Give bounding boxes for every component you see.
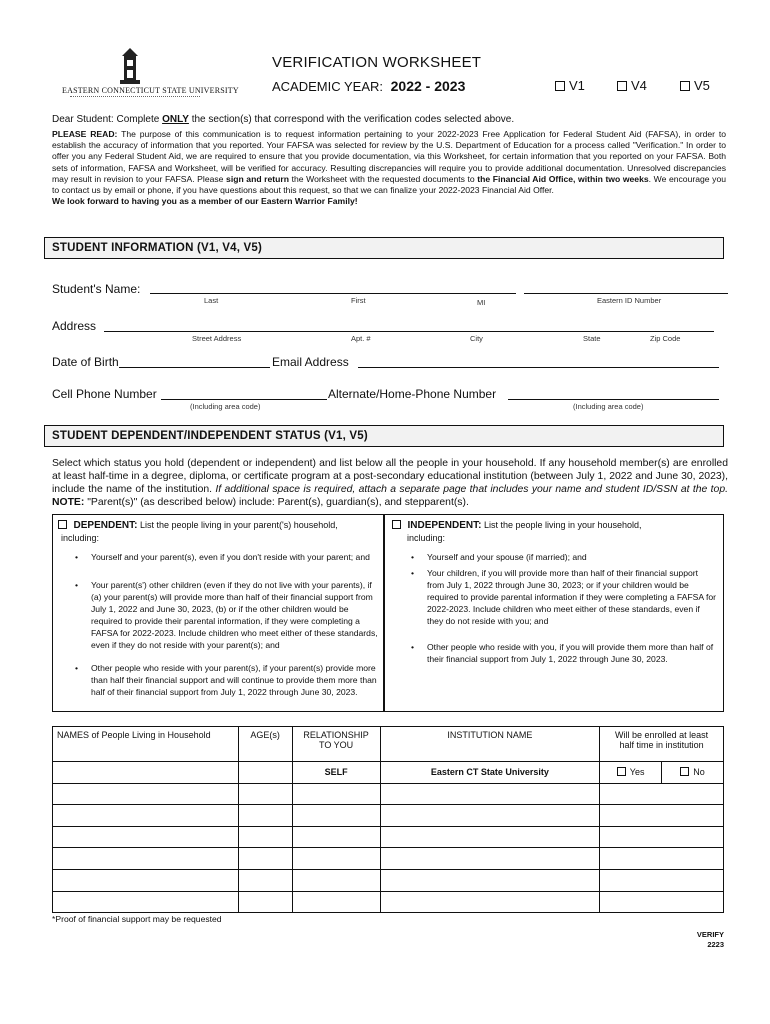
enrolled-cell[interactable] (600, 783, 724, 805)
academic-year-value: 2022 - 2023 (390, 78, 466, 94)
independent-item-text: Yourself and your spouse (if married); and (427, 552, 587, 562)
school-name: EASTERN CONNECTICUT STATE UNIVERSITY (62, 86, 239, 95)
independent-desc: List the people living in your household, (483, 520, 642, 530)
enrolled-cell[interactable] (600, 848, 724, 870)
col-age-header: AGE(s) (238, 727, 292, 762)
please-read-label: PLEASE READ: (52, 129, 118, 139)
age-cell[interactable] (238, 783, 292, 805)
mi-caption: MI (477, 298, 486, 307)
col-relationship-header: RELATIONSHIP TO YOU (292, 727, 380, 762)
alt-phone-label: Alternate/Home-Phone Number (328, 387, 497, 401)
academic-year (272, 78, 465, 94)
dear-text-end: the section(s) that correspond with the verification codes selected above. (188, 114, 515, 125)
name-cell[interactable] (53, 826, 239, 848)
col-enrolled-header: Will be enrolled at least half time in institution (600, 727, 724, 762)
checkbox-icon (680, 81, 690, 91)
university-logo (60, 48, 200, 88)
table-row (53, 891, 724, 913)
dependent-item-text: Yourself and your parent(s), even if you don't reside with your parent; and (91, 552, 370, 562)
dependent-label: DEPENDENT: (73, 520, 138, 531)
proof-note: *Proof of financial support may be requested (52, 914, 222, 924)
name-cell[interactable] (53, 783, 239, 805)
age-cell[interactable] (238, 762, 292, 784)
zip-caption: Zip Code (650, 334, 681, 343)
name-cell[interactable] (53, 848, 239, 870)
form-code (697, 930, 724, 950)
table-row (53, 826, 724, 848)
city-caption: City (470, 334, 483, 343)
bullet-icon: • (411, 568, 415, 578)
status-text-d: "Parent(s)" (as described below) include: Parent(s), guardian(s), and stepparent(s). (87, 497, 469, 508)
enrolled-cell[interactable] (600, 805, 724, 827)
relationship-cell[interactable] (292, 805, 380, 827)
checkbox-icon (617, 767, 626, 776)
checkbox-icon (555, 81, 565, 91)
form-code-line-1: VERIFY (696, 930, 724, 939)
independent-item-text: Your children, if you will provide more than half of their financial support from July 1, 2022 through June 30, 2023; or if your children would be required to provide parental information if they were completing a FAFSA for 2022-2023. Include children who meet either of these standards, even if they do not reside with you; and (427, 568, 716, 626)
cell-phone-label: Cell Phone Number (52, 387, 157, 401)
dependent-including: including: (61, 533, 100, 543)
closing-line: We look forward to having you as a member of our Eastern Warrior Family! (52, 196, 358, 207)
status-instructions (52, 457, 728, 509)
bullet-icon: • (411, 552, 415, 562)
email-field[interactable] (358, 367, 719, 368)
age-cell[interactable] (238, 848, 292, 870)
dependent-desc: List the people living in your parent('s) household, (139, 520, 338, 530)
independent-heading[interactable] (392, 520, 642, 531)
table-row (53, 848, 724, 870)
office-emphasis: the Financial Aid Office, within two weeks (477, 173, 649, 184)
no-label: No (693, 767, 705, 778)
intro-text-2: the Worksheet with the requested documents to (289, 173, 478, 184)
dependent-heading[interactable] (58, 520, 338, 531)
independent-item-text: Other people who reside with you, if you will provide them more than half of their financial support from July 1, 2022 through June 30, 2023. (427, 642, 714, 664)
name-cell[interactable] (53, 805, 239, 827)
student-name-label: Student's Name: (52, 282, 141, 296)
v5-label: V5 (694, 78, 710, 93)
academic-year-label: ACADEMIC YEAR: (272, 79, 384, 94)
status-text-a: Select which status you hold (dependent or independent) and list below all the people in your household. If any household member(s) are enrolled at least half-time in a degree, diploma, or certificate program at a post-secondary educational institution (between July 1, 2022 and June 30, 2023), include the name of the institution. (52, 458, 728, 495)
v4-checkbox[interactable] (617, 78, 647, 93)
name-cell[interactable] (53, 762, 239, 784)
independent-including: including: (407, 533, 446, 543)
dependent-item-1 (75, 551, 381, 563)
household-table (52, 726, 724, 913)
relationship-cell[interactable] (292, 848, 380, 870)
col-institution-header: INSTITUTION NAME (380, 727, 600, 762)
institution-cell[interactable] (380, 869, 600, 891)
relationship-cell[interactable] (292, 891, 380, 913)
checkbox-icon (617, 81, 627, 91)
institution-cell[interactable] (380, 783, 600, 805)
relationship-cell[interactable] (292, 826, 380, 848)
independent-checkbox-icon (392, 520, 401, 529)
table-row-self (53, 762, 724, 784)
dob-label: Date of Birth (52, 355, 119, 369)
relationship-cell: SELF (292, 762, 380, 784)
eastern-id-field[interactable] (524, 293, 728, 294)
independent-label: INDEPENDENT: (407, 520, 482, 531)
status-text-italic: If additional space is required, attach a separate page that includes your name and student ID/SSN at the top. (215, 484, 729, 495)
institution-cell: Eastern CT State University (380, 762, 600, 784)
student-info-heading: STUDENT INFORMATION (V1, V4, V5) (44, 237, 724, 259)
cell-area-code-caption: (Including area code) (190, 402, 261, 411)
bullet-icon: • (75, 552, 79, 562)
alt-phone-field[interactable] (508, 399, 719, 400)
address-field[interactable] (104, 331, 714, 332)
dependent-box (52, 514, 384, 712)
dependent-item-3 (75, 662, 381, 698)
dear-student (52, 114, 514, 125)
school-tagline-divider (70, 96, 200, 99)
dependent-item-text: Your parent(s') other children (even if they do not live with your parents), if (a) your parent(s) will provide more than half of their financial support from July 1, 2022 and June 30, 2023, (b) or if the other children would be required to provide their parental information, if they were completing a FAFSA for 2022-2023. Include children who meet either of these standards, even if they do not reside with your parent(s); and (91, 580, 378, 650)
institution-cell[interactable] (380, 891, 600, 913)
name-cell[interactable] (53, 869, 239, 891)
v1-checkbox[interactable] (555, 78, 585, 93)
table-header-row (53, 727, 724, 762)
relationship-cell[interactable] (292, 783, 380, 805)
v5-checkbox[interactable] (680, 78, 710, 93)
no-checkbox[interactable] (662, 762, 724, 784)
email-label: Email Address (272, 355, 349, 369)
name-cell[interactable] (53, 891, 239, 913)
form-title: VERIFICATION WORKSHEET (272, 54, 482, 71)
enrolled-cell[interactable] (600, 869, 724, 891)
independent-box (384, 514, 724, 712)
relationship-cell[interactable] (292, 869, 380, 891)
v1-label: V1 (569, 78, 585, 93)
apt-caption: Apt. # (351, 334, 371, 343)
form-code-line-2: 2223 (707, 940, 724, 949)
yes-label: Yes (629, 767, 645, 778)
age-cell[interactable] (238, 805, 292, 827)
intro-text-3: . We encourage you to contact us by email or phone, if you have questions about this request, so that we can finalize your 2022-2023 Financial Aid Offer. (52, 173, 727, 196)
age-cell[interactable] (238, 869, 292, 891)
student-name-field[interactable] (150, 293, 516, 294)
institution-cell[interactable] (380, 805, 600, 827)
bullet-icon: • (411, 642, 415, 652)
independent-item-3 (411, 641, 717, 665)
yes-checkbox[interactable] (600, 762, 662, 784)
last-caption: Last (204, 296, 219, 305)
dependent-item-text: Other people who reside with your parent(s), if your parent(s) provide more than half their financial support and will continue to provide them more than half of their financial support from July 1, 2022 through June 30, 2023. (91, 663, 377, 697)
checkbox-icon (680, 767, 689, 776)
independent-item-2 (411, 567, 717, 627)
age-cell[interactable] (238, 891, 292, 913)
table-row (53, 783, 724, 805)
enrolled-cell[interactable] (600, 891, 724, 913)
bullet-icon: • (75, 663, 79, 673)
v4-label: V4 (631, 78, 647, 93)
dear-text: Dear Student: Complete (52, 114, 163, 125)
enrolled-cell[interactable] (600, 826, 724, 848)
table-row (53, 805, 724, 827)
bullet-icon: • (75, 580, 79, 590)
dob-field[interactable] (119, 367, 270, 368)
institution-cell[interactable] (380, 848, 600, 870)
col-names-header: NAMES of People Living in Household (53, 727, 239, 762)
street-caption: Street Address (192, 334, 242, 343)
first-caption: First (351, 296, 366, 305)
state-caption: State (583, 334, 601, 343)
age-cell[interactable] (238, 826, 292, 848)
alt-area-code-caption: (Including area code) (573, 402, 644, 411)
eastern-id-caption: Eastern ID Number (597, 296, 662, 305)
dependent-checkbox-icon (58, 520, 67, 529)
status-heading: STUDENT DEPENDENT/INDEPENDENT STATUS (V1, V5) (44, 425, 724, 447)
institution-cell[interactable] (380, 826, 600, 848)
dear-emphasis: ONLY (162, 114, 189, 125)
sign-return-emphasis: sign and return (226, 173, 290, 184)
note-label: NOTE: (52, 497, 88, 508)
dependent-item-2 (75, 579, 381, 651)
cell-phone-field[interactable] (161, 399, 327, 400)
table-row (53, 869, 724, 891)
address-label: Address (52, 319, 97, 333)
independent-item-1 (411, 551, 717, 563)
intro-paragraph (52, 129, 726, 207)
intro-text-1: The purpose of this communication is to request information pertaining to your 2022-2023 Free Application for Federal Student Aid (FAFSA), in order to establish the accuracy of information that you reported. Your FAFSA was selected for review by the U.S. Department of Education for a process called "Verification." In order to offer you any Federal Student Aid, we are required to ensure that you provide documentation, via this Worksheet, for certain information that you reported on your FAFSA. Both sets of information, FAFSA and Worksheet, will be verified for accuracy. Resulting discrepancies will require you to provide additional documentation. Unresolved discrepancies may result in revision to your FAFSA. Please (52, 129, 727, 184)
